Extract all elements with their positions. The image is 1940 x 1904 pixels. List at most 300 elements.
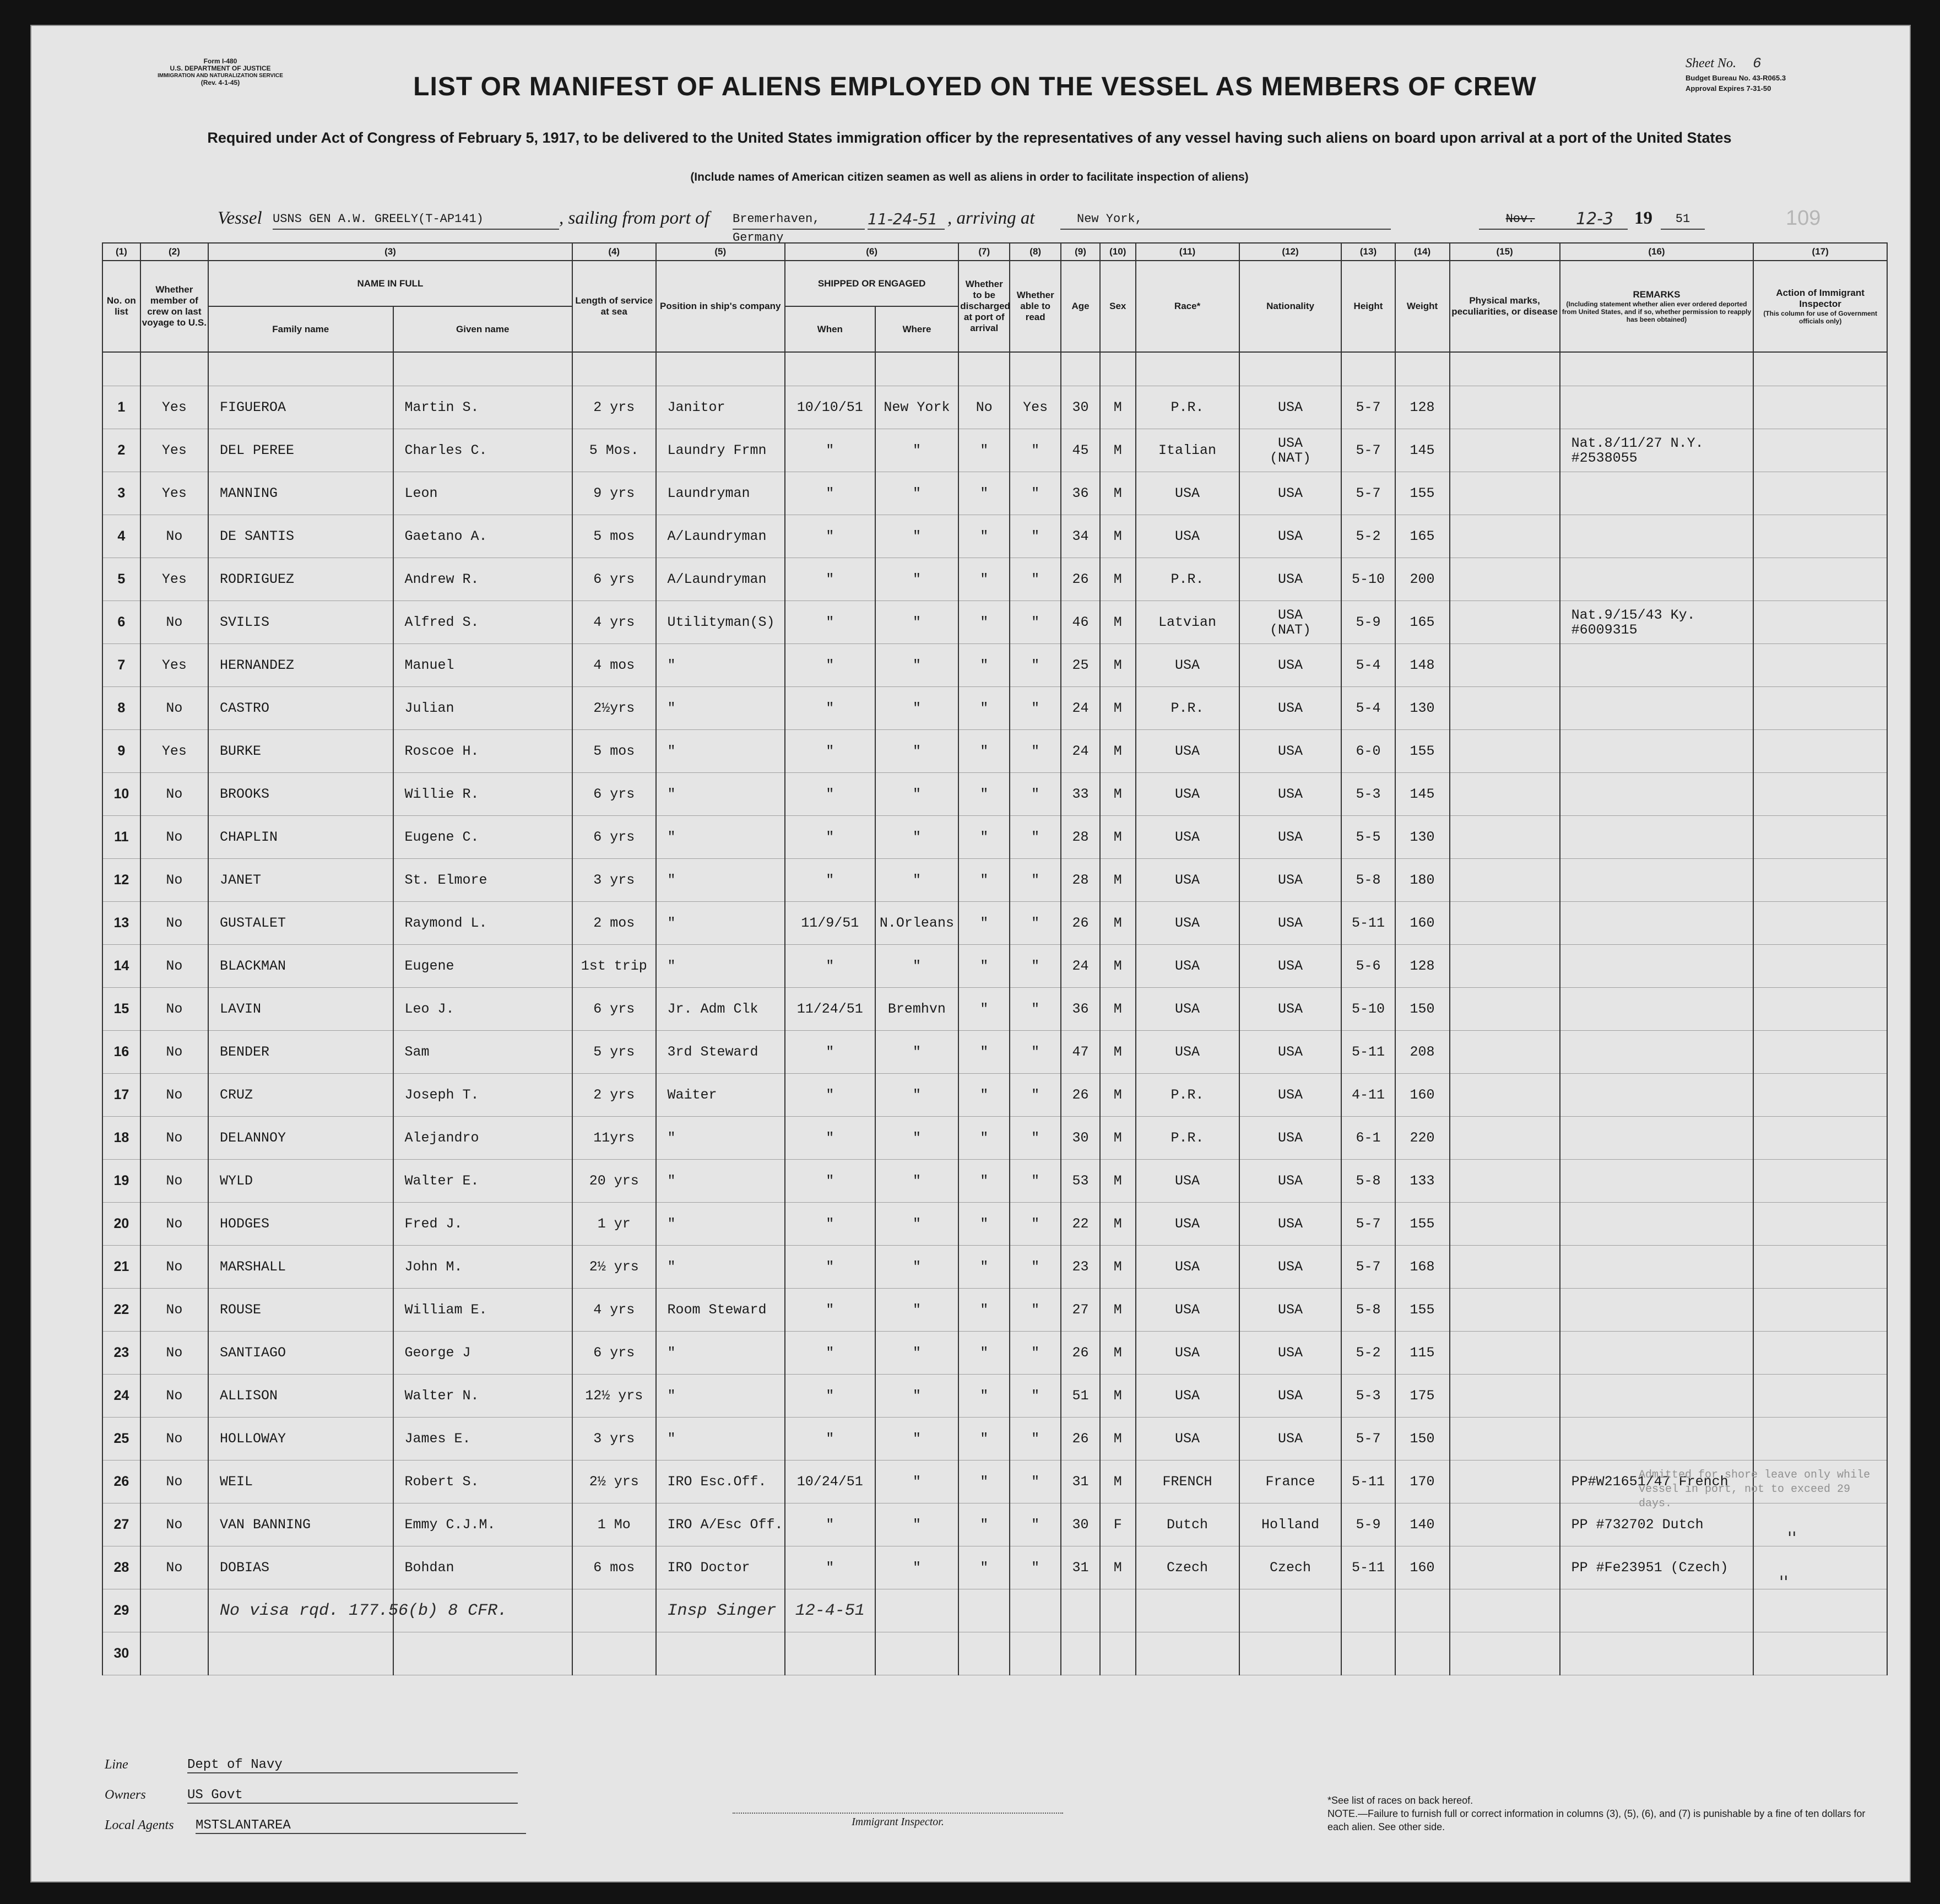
position-cell: "	[656, 902, 785, 945]
age-cell: 53	[1061, 1160, 1100, 1203]
page-stamp: 109	[1786, 207, 1821, 230]
length-service-cell: 2 yrs	[572, 1074, 656, 1117]
sex-cell: M	[1100, 1546, 1136, 1589]
weight-cell: 145	[1395, 429, 1450, 472]
line-value: Dept of Navy	[187, 1757, 518, 1773]
height-cell: 5-3	[1341, 1375, 1395, 1418]
action-cell	[1753, 988, 1887, 1031]
shipped-when-cell: "	[785, 730, 875, 773]
given-name-cell: Eugene C.	[393, 816, 572, 859]
length-service-cell: 6 yrs	[572, 816, 656, 859]
table-row	[102, 601, 1887, 644]
header-shipped-engaged: SHIPPED OR ENGAGED	[785, 261, 958, 306]
sex-cell: M	[1100, 687, 1136, 730]
table-row	[102, 902, 1887, 945]
age-cell: 31	[1061, 1461, 1100, 1503]
race-cell: USA	[1136, 945, 1239, 988]
able-read-cell: "	[1010, 515, 1061, 558]
weight-cell: 130	[1395, 816, 1450, 859]
sex-cell: M	[1100, 1160, 1136, 1203]
arriving-label: , arriving at	[947, 208, 1035, 228]
remarks-cell	[1560, 515, 1754, 558]
race-cell: USA	[1136, 730, 1239, 773]
remarks-cell	[1560, 1160, 1754, 1203]
nationality-cell: USA	[1239, 1375, 1342, 1418]
crew-rows	[102, 352, 1887, 1675]
discharge-cell: "	[958, 1461, 1010, 1503]
age-cell: 28	[1061, 816, 1100, 859]
height-cell: 5-11	[1341, 1546, 1395, 1589]
discharge-cell: "	[958, 1418, 1010, 1461]
last-voyage-cell: No	[140, 515, 208, 558]
able-read-cell: "	[1010, 816, 1061, 859]
row-number: 23	[102, 1332, 140, 1375]
discharge-cell: "	[958, 902, 1010, 945]
given-name-cell: Emmy C.J.M.	[393, 1503, 572, 1546]
action-cell	[1753, 859, 1887, 902]
age-cell: 36	[1061, 472, 1100, 515]
shipped-where-cell: Bremhvn	[875, 988, 959, 1031]
shipped-when-cell: "	[785, 1503, 875, 1546]
service-name: IMMIGRATION AND NATURALIZATION SERVICE	[158, 73, 283, 79]
last-voyage-cell: No	[140, 1546, 208, 1589]
discharge-cell: "	[958, 644, 1010, 687]
length-service-cell: 6 yrs	[572, 558, 656, 601]
height-cell: 5-3	[1341, 773, 1395, 816]
col-number: (7)	[958, 243, 1010, 261]
height-cell: 5-11	[1341, 1461, 1395, 1503]
weight-cell: 115	[1395, 1332, 1450, 1375]
nationality-cell: USA	[1239, 1117, 1342, 1160]
include-statement: (Include names of American citizen seamen as well as aliens in order to facilitate inspection of aliens)	[690, 171, 1249, 183]
last-voyage-cell: No	[140, 1332, 208, 1375]
owners-value: US Govt	[187, 1788, 518, 1804]
sex-cell: M	[1100, 558, 1136, 601]
able-read-cell: "	[1010, 1203, 1061, 1246]
shipped-when-cell: "	[785, 1117, 875, 1160]
position-cell: Janitor	[656, 386, 785, 429]
remarks-cell	[1560, 1632, 1754, 1675]
action-cell	[1753, 816, 1887, 859]
shipped-where-cell: New York	[875, 386, 959, 429]
nationality-cell	[1239, 1589, 1342, 1632]
col-number: (2)	[140, 243, 208, 261]
sex-cell: M	[1100, 386, 1136, 429]
shipped-where-cell: "	[875, 1503, 959, 1546]
shipped-when-cell: "	[785, 1160, 875, 1203]
last-voyage-cell: Yes	[140, 558, 208, 601]
family-name-cell: RODRIGUEZ	[208, 558, 393, 601]
table-row	[102, 386, 1887, 429]
given-name-cell: James E.	[393, 1418, 572, 1461]
last-voyage-cell: No	[140, 902, 208, 945]
row-number: 17	[102, 1074, 140, 1117]
shipped-when-cell: 11/24/51	[785, 988, 875, 1031]
crew-manifest-table	[102, 242, 1888, 1675]
race-cell: USA	[1136, 816, 1239, 859]
discharge-cell: "	[958, 773, 1010, 816]
height-cell: 5-9	[1341, 601, 1395, 644]
position-cell: IRO Doctor	[656, 1546, 785, 1589]
last-voyage-cell: No	[140, 1203, 208, 1246]
position-cell: Laundry Frmn	[656, 429, 785, 472]
remarks-cell: PP#W21651/47 French	[1560, 1461, 1754, 1503]
nationality-cell: USA	[1239, 687, 1342, 730]
weight-cell: 130	[1395, 687, 1450, 730]
able-read-cell: "	[1010, 1289, 1061, 1332]
remarks-cell	[1560, 1074, 1754, 1117]
sex-cell: M	[1100, 945, 1136, 988]
weight-cell: 128	[1395, 386, 1450, 429]
given-name-cell: St. Elmore	[393, 859, 572, 902]
remarks-cell	[1560, 687, 1754, 730]
discharge-cell: "	[958, 1117, 1010, 1160]
nationality-cell: USA	[1239, 1418, 1342, 1461]
action-cell	[1753, 1203, 1887, 1246]
family-name-cell	[208, 1632, 393, 1675]
table-row	[102, 515, 1887, 558]
shipped-when-cell: "	[785, 515, 875, 558]
given-name-cell: Walter N.	[393, 1375, 572, 1418]
family-name-cell: SANTIAGO	[208, 1332, 393, 1375]
shipped-where-cell: "	[875, 1332, 959, 1375]
nationality-cell: USA	[1239, 386, 1342, 429]
row-number: 25	[102, 1418, 140, 1461]
discharge-cell: "	[958, 945, 1010, 988]
action-cell	[1753, 1332, 1887, 1375]
shipped-where-cell: "	[875, 1375, 959, 1418]
height-cell: 5-7	[1341, 386, 1395, 429]
shipped-where-cell: "	[875, 1461, 959, 1503]
last-voyage-cell: No	[140, 601, 208, 644]
header-physical-marks: Physical marks, peculiarities, or disease	[1450, 261, 1560, 352]
length-service-cell: 4 mos	[572, 644, 656, 687]
table-row	[102, 1203, 1887, 1246]
length-service-cell: 3 yrs	[572, 859, 656, 902]
family-name-cell: ALLISON	[208, 1375, 393, 1418]
shipped-where-cell: "	[875, 1418, 959, 1461]
table-row	[102, 988, 1887, 1031]
remarks-cell	[1560, 1589, 1754, 1632]
discharge-cell: "	[958, 472, 1010, 515]
table-row	[102, 773, 1887, 816]
nationality-note: (NAT)	[1270, 450, 1312, 466]
row-number: 26	[102, 1461, 140, 1503]
length-service-cell: 5 mos	[572, 730, 656, 773]
sailing-label: , sailing from port of	[559, 208, 709, 228]
discharge-cell: "	[958, 1246, 1010, 1289]
height-cell: 5-7	[1341, 1203, 1395, 1246]
position-cell: "	[656, 730, 785, 773]
shipped-when-cell: "	[785, 558, 875, 601]
shipped-when-cell: 11/9/51	[785, 902, 875, 945]
table-row	[102, 1375, 1887, 1418]
length-service-cell: 1 yr	[572, 1203, 656, 1246]
remark-line: Nat.8/11/27 N.Y.	[1571, 435, 1704, 451]
remarks-cell	[1560, 386, 1754, 429]
remarks-cell	[1560, 1031, 1754, 1074]
length-service-cell: 6 yrs	[572, 1332, 656, 1375]
physical-marks-cell	[1450, 730, 1560, 773]
shipped-when-cell: 10/10/51	[785, 386, 875, 429]
able-read-cell: "	[1010, 730, 1061, 773]
col-number: (12)	[1239, 243, 1342, 261]
length-service-cell: 5 mos	[572, 515, 656, 558]
nationality-cell	[1239, 429, 1342, 472]
header-nationality: Nationality	[1239, 261, 1342, 352]
sex-cell: M	[1100, 730, 1136, 773]
table-row	[102, 1632, 1887, 1675]
shipped-when-cell: "	[785, 1031, 875, 1074]
height-cell: 5-7	[1341, 472, 1395, 515]
position-cell: "	[656, 773, 785, 816]
physical-marks-cell	[1450, 687, 1560, 730]
physical-marks-cell	[1450, 1117, 1560, 1160]
given-name-cell: Robert S.	[393, 1461, 572, 1503]
able-read-cell: "	[1010, 1503, 1061, 1546]
height-cell: 5-2	[1341, 1332, 1395, 1375]
action-cell	[1753, 1632, 1887, 1675]
position-cell: Waiter	[656, 1074, 785, 1117]
table-row	[102, 859, 1887, 902]
age-cell: 30	[1061, 386, 1100, 429]
weight-cell: 165	[1395, 601, 1450, 644]
age-cell: 47	[1061, 1031, 1100, 1074]
remarks-cell	[1560, 1246, 1754, 1289]
remarks-cell	[1560, 1332, 1754, 1375]
weight-cell: 180	[1395, 859, 1450, 902]
physical-marks-cell	[1450, 1289, 1560, 1332]
able-read-cell: "	[1010, 902, 1061, 945]
shipped-where-cell: "	[875, 945, 959, 988]
row-number: 2	[102, 429, 140, 472]
row-number: 11	[102, 816, 140, 859]
row-number: 15	[102, 988, 140, 1031]
able-read-cell: "	[1010, 859, 1061, 902]
weight-cell: 145	[1395, 773, 1450, 816]
nationality-cell: USA	[1239, 558, 1342, 601]
position-cell: "	[656, 816, 785, 859]
discharge-cell: "	[958, 687, 1010, 730]
last-voyage-cell: No	[140, 1246, 208, 1289]
given-name-cell: Martin S.	[393, 386, 572, 429]
given-name-cell: Joseph T.	[393, 1074, 572, 1117]
physical-marks-cell	[1450, 644, 1560, 687]
height-cell: 5-10	[1341, 558, 1395, 601]
discharge-cell: "	[958, 1332, 1010, 1375]
able-read-cell	[1010, 1589, 1061, 1632]
table-row	[102, 1418, 1887, 1461]
header-height: Height	[1341, 261, 1395, 352]
physical-marks-cell	[1450, 1160, 1560, 1203]
remarks-cell	[1560, 816, 1754, 859]
sheet-label: Sheet No.	[1686, 56, 1736, 71]
shipped-when-cell: "	[785, 1203, 875, 1246]
able-read-cell: "	[1010, 472, 1061, 515]
inspector-signature-line: Immigrant Inspector.	[733, 1813, 1063, 1829]
remarks-cell	[1560, 1117, 1754, 1160]
shipped-where-cell: "	[875, 1074, 959, 1117]
table-row	[102, 1031, 1887, 1074]
arrival-date: 12-3	[1562, 210, 1628, 230]
nationality-cell: USA	[1239, 945, 1342, 988]
given-name-cell: Alfred S.	[393, 601, 572, 644]
col-number: (10)	[1100, 243, 1136, 261]
discharge-cell	[958, 1589, 1010, 1632]
position-cell: "	[656, 1375, 785, 1418]
race-cell: USA	[1136, 1160, 1239, 1203]
age-cell: 26	[1061, 1418, 1100, 1461]
header-name-in-full: NAME IN FULL	[208, 261, 572, 306]
length-service-cell: 2 yrs	[572, 386, 656, 429]
row-number: 18	[102, 1117, 140, 1160]
discharge-cell	[958, 1632, 1010, 1675]
arrival-year: 51	[1661, 210, 1705, 230]
agents-value: MSTSLANTAREA	[196, 1818, 526, 1834]
race-cell: USA	[1136, 859, 1239, 902]
shipped-where-cell: N.Orleans	[875, 902, 959, 945]
weight-cell: 165	[1395, 515, 1450, 558]
arrival-month: Nov.	[1479, 210, 1562, 230]
sheet-number: 6	[1752, 55, 1762, 72]
length-service-cell: 3 yrs	[572, 1418, 656, 1461]
last-voyage-cell: No	[140, 1375, 208, 1418]
position-cell: "	[656, 1117, 785, 1160]
height-cell	[1341, 1632, 1395, 1675]
last-voyage-cell: Yes	[140, 644, 208, 687]
family-name-cell: CASTRO	[208, 687, 393, 730]
height-cell: 5-2	[1341, 515, 1395, 558]
age-cell: 30	[1061, 1117, 1100, 1160]
sex-cell: M	[1100, 1246, 1136, 1289]
table-row	[102, 1289, 1887, 1332]
position-cell: Insp Singer	[656, 1589, 785, 1632]
length-service-cell: 5 Mos.	[572, 429, 656, 472]
shore-leave-stamp: Admitted for shore leave only while vessel in port, not to exceed 29 days.	[1639, 1469, 1871, 1510]
age-cell: 26	[1061, 558, 1100, 601]
race-cell: USA	[1136, 988, 1239, 1031]
shipped-when-cell: "	[785, 1074, 875, 1117]
height-cell: 5-7	[1341, 429, 1395, 472]
shipped-when-cell: "	[785, 687, 875, 730]
able-read-cell: "	[1010, 687, 1061, 730]
weight-cell: 155	[1395, 730, 1450, 773]
last-voyage-cell: Yes	[140, 429, 208, 472]
sex-cell: M	[1100, 429, 1136, 472]
position-cell: "	[656, 859, 785, 902]
sex-cell: M	[1100, 1117, 1136, 1160]
shipped-when-cell: "	[785, 1332, 875, 1375]
weight-cell	[1395, 1632, 1450, 1675]
given-name-cell	[393, 1632, 572, 1675]
shipped-where-cell: "	[875, 515, 959, 558]
required-statement: Required under Act of Congress of February 5, 1917, to be delivered to the United States immigration officer by the representatives of any vessel having such aliens on board upon arrival at a port of the United States	[207, 129, 1732, 146]
shipped-where-cell: "	[875, 687, 959, 730]
race-cell: Czech	[1136, 1546, 1239, 1589]
row-number: 13	[102, 902, 140, 945]
family-name-cell: ROUSE	[208, 1289, 393, 1332]
header-family-name: Family name	[208, 306, 393, 352]
race-cell: USA	[1136, 644, 1239, 687]
race-cell: USA	[1136, 773, 1239, 816]
given-name-cell: John M.	[393, 1246, 572, 1289]
position-cell: "	[656, 1246, 785, 1289]
shipped-when-cell: 10/24/51	[785, 1461, 875, 1503]
height-cell: 4-11	[1341, 1074, 1395, 1117]
weight-cell: 208	[1395, 1031, 1450, 1074]
shipped-when-cell: "	[785, 816, 875, 859]
sex-cell: M	[1100, 1289, 1136, 1332]
sex-cell	[1100, 1632, 1136, 1675]
age-cell: 51	[1061, 1375, 1100, 1418]
race-cell: USA	[1136, 1332, 1239, 1375]
remarks-subtitle: (Including statement whether alien ever ordered deported from United States, and if so, whether permission to reapply has been obtained)	[1562, 300, 1752, 323]
nationality: USA	[1278, 435, 1303, 451]
race-cell: USA	[1136, 1203, 1239, 1246]
header-age: Age	[1061, 261, 1100, 352]
action-cell	[1753, 472, 1887, 515]
height-cell: 5-8	[1341, 1160, 1395, 1203]
row-number: 22	[102, 1289, 140, 1332]
family-name-cell: HODGES	[208, 1203, 393, 1246]
length-service-cell: 20 yrs	[572, 1160, 656, 1203]
age-cell: 26	[1061, 1332, 1100, 1375]
remarks-title: REMARKS	[1633, 289, 1681, 300]
col-number: (9)	[1061, 243, 1100, 261]
position-cell: IRO A/Esc Off.	[656, 1503, 785, 1546]
action-subtitle: (This column for use of Government officials only)	[1763, 310, 1877, 325]
position-cell: A/Laundryman	[656, 515, 785, 558]
given-name-cell: Raymond L.	[393, 902, 572, 945]
remarks-cell	[1560, 859, 1754, 902]
col-number: (15)	[1450, 243, 1560, 261]
height-cell: 6-1	[1341, 1117, 1395, 1160]
given-name-cell: George J	[393, 1332, 572, 1375]
row-number: 16	[102, 1031, 140, 1074]
height-cell: 5-8	[1341, 859, 1395, 902]
action-cell	[1753, 1246, 1887, 1289]
family-name-cell: VAN BANNING	[208, 1503, 393, 1546]
sex-cell: M	[1100, 816, 1136, 859]
able-read-cell: "	[1010, 1160, 1061, 1203]
remarks-cell	[1560, 429, 1754, 472]
last-voyage-cell: No	[140, 988, 208, 1031]
row-number: 5	[102, 558, 140, 601]
age-cell: 25	[1061, 644, 1100, 687]
given-name-cell: Julian	[393, 687, 572, 730]
discharge-cell: "	[958, 1289, 1010, 1332]
row-number: 30	[102, 1632, 140, 1675]
remarks-cell: PP #Fe23951 (Czech)	[1560, 1546, 1754, 1589]
discharge-cell: "	[958, 1375, 1010, 1418]
shipped-where-cell: "	[875, 773, 959, 816]
table-row	[102, 1546, 1887, 1589]
age-cell: 34	[1061, 515, 1100, 558]
last-voyage-cell: No	[140, 1117, 208, 1160]
nationality-cell: USA	[1239, 773, 1342, 816]
physical-marks-cell	[1450, 1503, 1560, 1546]
length-service-cell	[572, 1632, 656, 1675]
shipped-when-cell: "	[785, 1289, 875, 1332]
nationality-cell: USA	[1239, 902, 1342, 945]
approval-expires: Approval Expires 7-31-50	[1686, 84, 1771, 93]
table-row	[102, 1589, 1887, 1632]
row-number: 8	[102, 687, 140, 730]
length-service-cell: 2½yrs	[572, 687, 656, 730]
discharge-cell: "	[958, 730, 1010, 773]
family-name-cell: BROOKS	[208, 773, 393, 816]
last-voyage-cell: No	[140, 859, 208, 902]
